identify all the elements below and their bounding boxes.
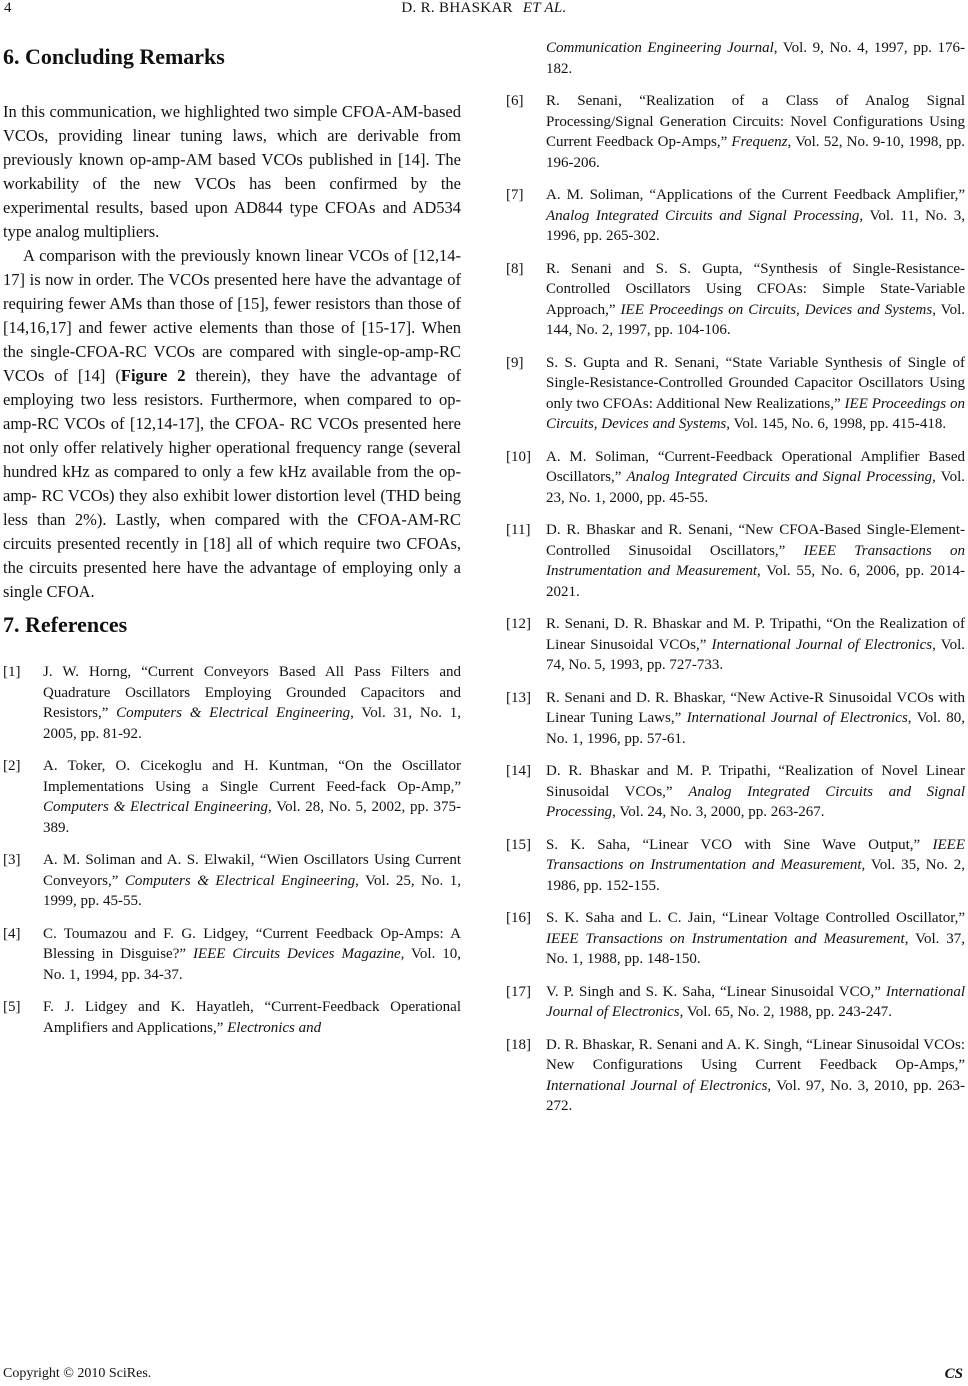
reference-text	[546, 761, 965, 823]
reference-details: , Vol. 145, No. 6, 1998, pp. 415-418.	[726, 416, 947, 432]
reference-item	[506, 908, 965, 970]
running-head-author: D. R. BHASKAR	[401, 0, 513, 16]
reference-text	[546, 185, 965, 247]
reference-text	[546, 259, 965, 341]
reference-item	[506, 91, 965, 173]
section-6-title: 6. Concluding Remarks	[3, 44, 225, 69]
reference-number: [14]	[506, 763, 531, 779]
reference-journal: Computers & Electrical Engineering	[116, 705, 351, 721]
reference-journal: IEEE Circuits Devices Magazine	[192, 946, 401, 962]
reference-text	[546, 520, 965, 602]
reference-authors-title: D. R. Bhaskar, R. Senani and A. K. Singh, “Linear Sinusoidal VCOs: New Configurations Using Current Feedback Op-Amps,”	[546, 1036, 965, 1073]
reference-text	[546, 447, 965, 509]
reference-number: [8]	[506, 260, 524, 277]
reference-number: [5]	[3, 999, 21, 1015]
reference-details: , Vol. 52, No. 9-10, 1998, pp. 196-206.	[546, 134, 965, 171]
section-7-title: 7. References	[3, 612, 128, 637]
running-head	[0, 0, 968, 17]
reference-text	[546, 91, 965, 173]
figure-2-ref: Figure 2	[120, 366, 186, 385]
reference-item	[506, 447, 965, 509]
reference-list-left	[3, 662, 461, 1038]
reference-item	[3, 850, 461, 912]
reference-number: [15]	[506, 836, 531, 853]
reference-item	[3, 924, 461, 986]
reference-details: , Vol. 144, No. 2, 1997, pp. 104-106.	[546, 301, 966, 338]
reference-text	[546, 908, 965, 970]
reference-authors-title: A. M. Soliman and A. S. Elwakil, “Wien Oscillators Using Current Conveyors,”	[43, 852, 461, 889]
reference-authors-title: R. Senani, “Realization of a Class of Analog Signal Processing/Signal Generation Circuits: Novel Configurations Using Current Feedback Op-Amps,”	[546, 93, 965, 150]
reference-number: [2]	[3, 758, 21, 774]
ref5-journal-cont: Communication Engineering Journal	[546, 40, 774, 56]
reference-item	[506, 520, 965, 602]
footer-journal-code: CS	[944, 1366, 963, 1382]
reference-journal: IEEE Transactions on Instrumentation and Measurement	[546, 542, 965, 579]
reference-text	[546, 982, 965, 1023]
reference-authors-title: D. R. Bhaskar and M. P. Tripathi, “Realization of Novel Linear Sinusoidal VCOs,”	[546, 763, 965, 800]
reference-authors-title: S. S. Gupta and R. Senani, “State Variable Synthesis of Single of Single-Resistance-Controlled Grounded Capacitor Oscillators Using only two CFOAs: Additional New Realizations,”	[546, 354, 965, 412]
reference-number: [13]	[506, 689, 531, 706]
reference-item	[506, 614, 965, 676]
left-column	[3, 40, 461, 1050]
conclusion-p2-part2: therein), they have the advantage of employing two less resistors. Furthermore, when compared to op-amp-RC VCOs of [12,14-17], the CFOA- RC VCOs presented here not only offer relatively higher operational frequency range (several hundred kHz as compared to only a few kHz available from the op-amp- RC VCOs) they also exhibit lower distortion level (THD being less than 2%). Lastly, when compared with the CFOA-AM-RC circuits presented recently in [18] all of which require two CFOAs, the circuits presented here have the advantage of employing only a single CFOA.	[3, 366, 461, 601]
reference-text	[546, 688, 965, 750]
reference-details: , Vol. 37, No. 1, 1988, pp. 148-150.	[546, 930, 966, 967]
reference-details: , Vol. 25, No. 1, 1999, pp. 45-55.	[43, 872, 461, 909]
reference-details: , Vol. 11, No. 3, 1996, pp. 265-302.	[546, 207, 965, 244]
reference-number: [18]	[506, 1036, 531, 1053]
reference-number: [3]	[3, 852, 21, 868]
reference-text	[546, 614, 965, 676]
reference-journal: IEEE Transactions on Instrumentation and Measurement	[546, 836, 965, 873]
ref5-details: , Vol. 9, No. 4, 1997, pp. 176-182.	[546, 40, 965, 77]
reference-authors-title: F. J. Lidgey and K. Hayatleh, “Current-Feedback Operational Amplifiers and Applications,”	[43, 999, 461, 1036]
reference-details: , Vol. 35, No. 2, 1986, pp. 152-155.	[546, 857, 965, 894]
reference-list-right	[506, 91, 965, 1117]
reference-details: , Vol. 80, No. 1, 1996, pp. 57-61.	[546, 710, 965, 747]
reference-authors-title: R. Senani, D. R. Bhaskar and M. P. Tripathi, “On the Realization of Linear Sinusoidal VCOs,”	[546, 616, 965, 653]
reference-text	[43, 756, 461, 838]
reference-details: , Vol. 65, No. 2, 1988, pp. 243-247.	[679, 1004, 892, 1020]
reference-journal: Frequenz	[731, 134, 788, 150]
right-column	[506, 38, 965, 1129]
reference-authors-title: A. M. Soliman, “Applications of the Current Feedback Amplifier,”	[546, 187, 965, 203]
reference-details: , Vol. 31, No. 1, 2005, pp. 81-92.	[43, 705, 461, 742]
reference-journal: IEE Proceedings on Circuits, Devices and Systems	[620, 301, 933, 318]
footer-copyright: Copyright © 2010 SciRes.	[3, 1366, 152, 1381]
reference-5-continuation	[546, 38, 965, 79]
reference-authors-title: R. Senani and S. S. Gupta, “Synthesis of Single-Resistance-Controlled Oscillators Using CFOAs: Simple State-Variable Approach,”	[546, 260, 965, 318]
reference-item	[506, 1035, 965, 1117]
reference-text	[546, 835, 965, 897]
reference-authors-title: A. Toker, O. Cicekoglu and H. Kuntman, “On the Oscillator Implementations Using a Single Current Feed-fack Op-Amp,”	[43, 758, 461, 795]
reference-number: [4]	[3, 925, 21, 942]
reference-number: [7]	[506, 187, 524, 203]
page-number: 4	[4, 0, 12, 16]
reference-authors-title: V. P. Singh and S. K. Saha, “Linear Sinusoidal VCO,”	[546, 983, 886, 1000]
reference-journal: IEE Proceedings on Circuits, Devices and Systems	[546, 395, 966, 432]
reference-item	[3, 997, 461, 1038]
reference-authors-title: S. K. Saha, “Linear VCO with Sine Wave Output,”	[546, 836, 933, 853]
reference-number: [6]	[506, 93, 524, 109]
reference-number: [1]	[3, 664, 21, 680]
reference-text	[43, 924, 461, 986]
reference-authors-title: A. M. Soliman, “Current-Feedback Operational Amplifier Based Oscillators,”	[546, 448, 965, 485]
reference-text	[43, 997, 461, 1038]
reference-authors-title: J. W. Horng, “Current Conveyors Based All Pass Filters and Quadrature Oscillators Employing Grounded Capacitors and Resistors,”	[43, 664, 461, 721]
running-head-etal: ET AL.	[522, 0, 567, 16]
reference-item	[506, 185, 965, 247]
reference-text	[546, 1035, 965, 1117]
reference-details: , Vol. 28, No. 5, 2002, pp. 375-389.	[43, 799, 461, 836]
reference-journal: Analog Integrated Circuits and Signal Processing	[626, 469, 933, 485]
reference-journal: Computers & Electrical Engineering	[43, 799, 268, 815]
conclusion-paragraph-1: In this communication, we highlighted two simple CFOA-AM-based VCOs, providing linear tuning laws, which are derivable from previously known op-amp-AM based VCOs published in [14]. The workability of the new VCOs has been confirmed by the experimental results, based upon AD844 type CFOAs and AD534 type analog multipliers.	[3, 102, 461, 241]
reference-number: [16]	[506, 910, 531, 926]
reference-journal: International Journal of Electronics	[546, 1077, 768, 1094]
reference-journal: International Journal of Electronics	[686, 710, 908, 726]
reference-item	[506, 761, 965, 823]
reference-journal: IEEE Transactions on Instrumentation and Measurement	[546, 930, 905, 947]
reference-text	[43, 850, 461, 912]
reference-journal: International Journal of Electronics	[711, 636, 933, 653]
reference-item	[506, 259, 965, 341]
reference-journal: International Journal of Electronics	[546, 983, 965, 1020]
reference-item	[3, 756, 461, 838]
reference-item	[506, 835, 965, 897]
conclusion-paragraph-2	[3, 244, 461, 604]
reference-number: [17]	[506, 983, 531, 1000]
reference-text	[43, 662, 461, 744]
reference-details: , Vol. 55, No. 6, 2006, pp. 2014-2021.	[546, 563, 966, 600]
reference-authors-title: S. K. Saha and L. C. Jain, “Linear Voltage Controlled Oscillator,”	[546, 910, 965, 926]
reference-number: [9]	[506, 354, 524, 371]
reference-item	[506, 353, 965, 435]
reference-number: [11]	[506, 522, 531, 538]
reference-authors-title: C. Toumazou and F. G. Lidgey, “Current Feedback Op-Amps: A Blessing in Disguise?”	[43, 925, 461, 962]
reference-text	[546, 353, 965, 435]
reference-journal: Electronics and	[227, 1019, 322, 1036]
reference-number: [12]	[506, 616, 531, 632]
reference-item	[3, 662, 461, 744]
reference-item	[506, 982, 965, 1023]
reference-details: , Vol. 24, No. 3, 2000, pp. 263-267.	[612, 804, 825, 820]
reference-authors-title: D. R. Bhaskar and R. Senani, “New CFOA-Based Single-Element-Controlled Sinusoidal Oscillators,”	[546, 522, 965, 559]
conclusion-p2-part1: A comparison with the previously known linear VCOs of [12,14-17] is now in order. The VCOs presented here have the advantage of requiring fewer AMs than those of [15], fewer resistors than those of [14,16,17] and fewer active elements than those of [15-17]. When the single-CFOA-RC VCOs are compared with single-op-amp-RC VCOs of [14] (	[3, 246, 461, 385]
reference-details: , Vol. 23, No. 1, 2000, pp. 45-55.	[546, 469, 965, 506]
reference-journal: Computers & Electrical Engineering	[124, 872, 356, 889]
reference-item	[506, 688, 965, 750]
reference-details: , Vol. 74, No. 5, 1993, pp. 727-733.	[546, 636, 966, 673]
reference-details: , Vol. 97, No. 3, 2010, pp. 263-272.	[546, 1077, 966, 1114]
reference-authors-title: R. Senani and D. R. Bhaskar, “New Active-R Sinusoidal VCOs with Linear Tuning Laws,”	[546, 689, 965, 726]
reference-journal: Analog Integrated Circuits and Signal Processing	[546, 207, 860, 224]
reference-journal: Analog Integrated Circuits and Signal Processing	[546, 783, 966, 820]
reference-number: [10]	[506, 448, 531, 465]
reference-details: , Vol. 10, No. 1, 1994, pp. 34-37.	[43, 946, 462, 983]
